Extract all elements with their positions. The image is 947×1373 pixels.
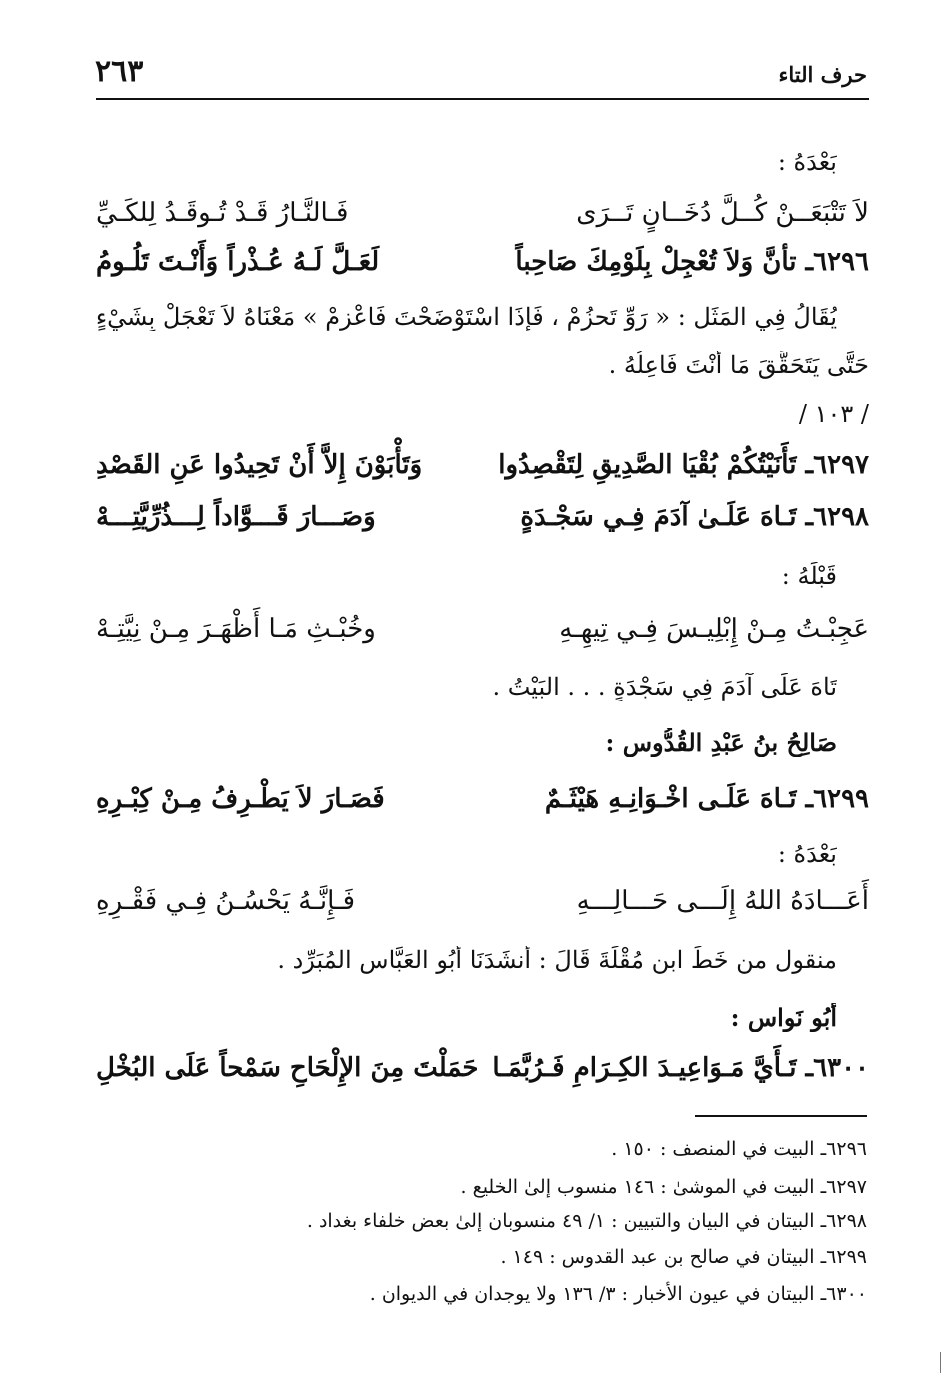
footnote-rule [695, 1115, 867, 1117]
verse-line [96, 502, 869, 546]
verse-second-hemistich: فَصَـارَ لاَ يَطْـرِفُ مِـنْ كِبْـرِهِ [96, 784, 385, 814]
verse-first-hemistich: ٦٢٩٩ـ تَـاهَ عَلَـى اخْـوَانِـهِ هَيْثَـمٌ [544, 784, 869, 814]
verse-first-hemistich: ٦٣٠٠ـ تَـأَيَّ مَـوَاعِيـدَ الكِـرَامِ فَـرُبَّمَـا [492, 1053, 869, 1083]
header-rule [96, 98, 869, 100]
poet-heading: أَبُو نَواسٍ : [730, 1003, 837, 1032]
verse-second-hemistich: وَتَأْبَوْنَ إِلاَّ أَنْ تَحِيدُوا عَنِ القَصْدِ [96, 450, 423, 480]
verse-line [96, 1053, 869, 1097]
verse-first-hemistich: ٦٢٩٨ـ تَـاهَ عَلَـىٰ آدَمَ فِـي سَجْـدَةٍ [520, 502, 869, 532]
footnote-item: ٦٣٠٠ـ البيتان في عيون الأخبار : ٣/ ١٣٦ ولا يوجدان في الديوان . [369, 1283, 867, 1305]
page-number: ٢٦٣ [95, 54, 144, 89]
verse-line [96, 450, 869, 494]
edge-mark [940, 1352, 941, 1373]
verse-first-hemistich: ٦٢٩٦ـ تأنَّ وَلاَ تُعْجِلْ بِلَوْمِكَ صَاحِباً [515, 247, 869, 277]
verse-first-hemistich: لاَ تَتْبَعَــنْ كُــلَّ دُخَــانٍ تَــرَى [576, 198, 869, 228]
footnote-item: ٦٢٩٨ـ البيتان في البيان والتبيين : ١/ ٤٩ منسوبان إلىٰ بعض خلفاء بغداد . [306, 1210, 867, 1232]
prose-line: قَبْلَهُ : [781, 562, 837, 590]
verse-second-hemistich: حَمَلْتَ مِنَ الإِلْحَاحِ سَمْحاً عَلَى البُخْلِ [96, 1053, 479, 1083]
verse-line [96, 614, 869, 658]
footnote-item: ٦٢٩٧ـ البيت في الموشىٰ : ١٤٦ منسوب إلىٰ الخليع . [460, 1176, 867, 1198]
prose-line: بَعْدَهُ : [777, 840, 837, 868]
verse-second-hemistich: لَعَـلَّ لَـهُ عُـذْراً وَأَنْـتَ تَلُـومُ [96, 247, 380, 277]
verse-second-hemistich: وَصَـــارَ قَـــوَّاداً لِـــذُرِّيَّتِـــهْ [96, 502, 376, 532]
footnote-item: ٦٢٩٦ـ البيت في المنصف : ١٥٠ . [611, 1138, 867, 1160]
prose-line: / ١٠٣ / [798, 400, 869, 428]
poet-heading: صَالِحُ بنُ عَبْدِ القُدُّوسِ : [605, 728, 837, 757]
verse-line [96, 198, 869, 242]
prose-line: بَعْدَهُ : [777, 148, 837, 176]
verse-second-hemistich: فَـإِنَّـهُ يَحْسُـنُ فِـي فَقْـرِهِ [96, 886, 356, 916]
prose-line: يُقَالُ فِي المَثَلِ : « رَوِّ تَحزُمْ ، فَإِذَا اسْتَوْضَحْتَ فَاعْزِمْ » مَعْنَاهُ لاَ تَعْجَلْ بِشَيْءٍ [96, 303, 837, 331]
verse-first-hemistich: أَعَـــادَهُ اللهُ إِلَـــى حَـــالِـــهِ [576, 886, 869, 916]
prose-line: حَتَّى يَتَحَقَّقَ مَا أَنْتَ فَاعِلُهُ . [608, 351, 869, 379]
prose-line: منقول من خَطِّ ابن مُقْلَةَ قَالَ : أَنشَدَنَا أَبُو العَبَّاسِ المُبَرِّد . [277, 946, 837, 974]
verse-line [96, 784, 869, 828]
running-header-title: حرف التاء [778, 62, 867, 87]
footnote-item: ٦٢٩٩ـ البيتان في صالح بن عبد القدوس : ١٤٩ . [500, 1246, 867, 1268]
verse-second-hemistich: فَـالنَّـارُ قَـدْ تُـوقَـدُ لِلكَـيِّ [96, 198, 349, 228]
verse-second-hemistich: وخُبْـثِ مَـا أَظْهَـرَ مِـنْ نِيَّتِـهْ [96, 614, 376, 644]
verse-first-hemistich: عَجِبْـتُ مِـنْ إِبْلِيـسَ فِـي تِيهِـهِ [559, 614, 869, 644]
verse-first-hemistich: ٦٢٩٧ـ تَأَنَيْتُكُمْ بُقْيَا الصَّدِيقِ لِتَقْصِدُوا [498, 450, 869, 480]
prose-line: تَاهَ عَلَى آدَمَ فِي سَجْدَةٍ . . . البَيْتُ . [492, 673, 837, 701]
verse-line [96, 247, 869, 291]
verse-line [96, 886, 869, 930]
